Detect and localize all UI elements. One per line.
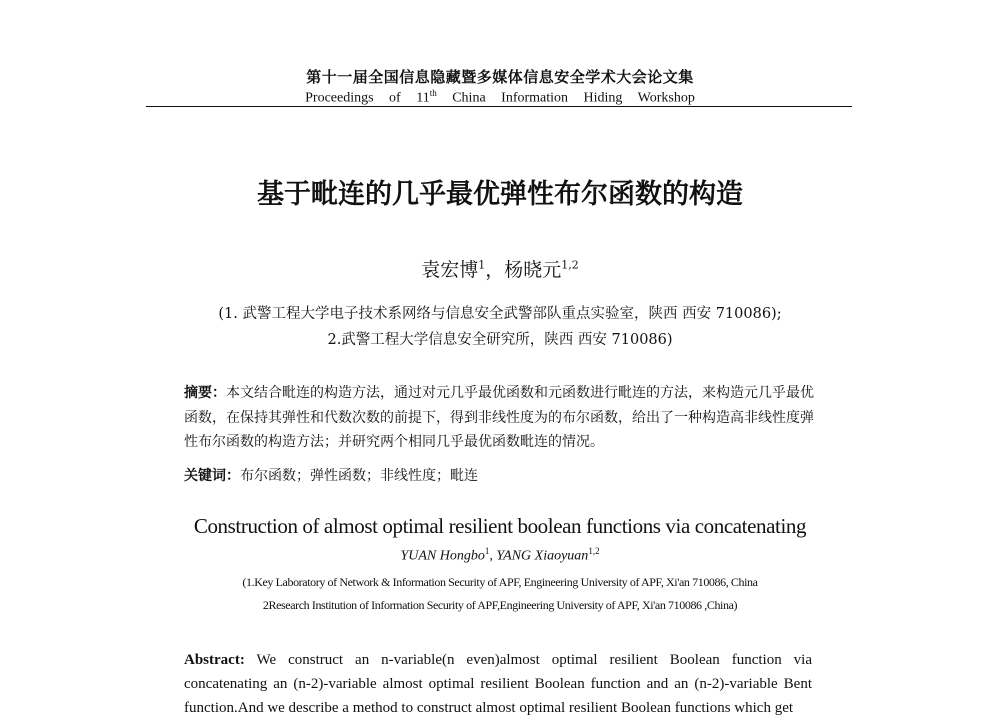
proceedings-suffix: China Information Hiding Workshop: [436, 90, 695, 106]
author-name: 袁宏博: [421, 259, 479, 281]
author-affil-mark: 1: [478, 258, 486, 272]
affiliation-cn-line: 2.武警工程大学信息安全研究所，陕西 西安 710086): [327, 332, 673, 348]
abstract-cn-text: 本文结合毗连的构造方法，通过对元几乎最优函数和元函数进行毗连的方法，来构造元几乎最优函数，在保持其弹性和代数次数的前提下，得到非线性度为的布尔函数，给出了一种构造高非线性度弹性布尔函数的构造方法；并研究两个相同几乎最优函数毗连的情况。: [184, 385, 814, 450]
keywords-cn-text: 布尔函数；弹性函数；非线性度；毗连: [240, 468, 478, 484]
proceedings-title-en: [0, 88, 1000, 107]
affiliation-en-line: 2Research Institution of Information Security of APF,Engineering University of APF, Xi'an 710086 ,China): [262, 598, 738, 612]
paper-title-en: Construction of almost optimal resilient boolean functions via concatenating: [193, 514, 807, 538]
authors-cn: [0, 255, 1000, 282]
keywords-cn: [184, 464, 818, 489]
author-separator-en: ,: [489, 548, 497, 564]
author-name-en: YUAN Hongbo: [400, 548, 485, 564]
header-rule: [146, 106, 852, 107]
abstract-cn: [184, 381, 818, 455]
author-name-en: YANG Xiaoyuan: [496, 548, 589, 564]
proceedings-title-cn: 第十一届全国信息隐藏暨多媒体信息安全学术大会论文集: [306, 68, 694, 86]
author-affil-mark-en: 1,2: [588, 546, 600, 556]
abstract-en-text: We construct an n-variable(n even)almost optimal resilient Boolean function via concatenating an (n-2)-variable almost optimal resilient Boolean function and an (n-2)-variable Bent function.And we describe a method to construct almost optimal resilient Boolean functions which get: [184, 652, 812, 716]
affiliation-en-line: (1.Key Laboratory of Network & Information Security of APF, Engineering University of APF, Xi'an 710086, China: [242, 575, 758, 589]
proceedings-ordinal-suffix: th: [429, 88, 437, 98]
abstract-cn-label: 摘要：: [184, 385, 226, 401]
proceedings-prefix: Proceedings of 11: [305, 90, 430, 106]
abstract-en-label: Abstract:: [184, 652, 245, 668]
authors-en: [0, 546, 1000, 565]
abstract-en: [184, 648, 812, 720]
author-affil-mark: 1,2: [561, 258, 579, 272]
paper-title-cn: 基于毗连的几乎最优弹性布尔函数的构造: [257, 179, 743, 210]
keywords-cn-label: 关键词：: [184, 468, 240, 484]
author-name: 杨晓元: [504, 259, 562, 281]
author-separator: ，: [485, 259, 505, 281]
author-affil-mark-en: 1: [484, 546, 490, 556]
affiliation-cn-line: (1. 武警工程大学电子技术系网络与信息安全武警部队重点实验室，陕西 西安 710086);: [218, 306, 782, 322]
